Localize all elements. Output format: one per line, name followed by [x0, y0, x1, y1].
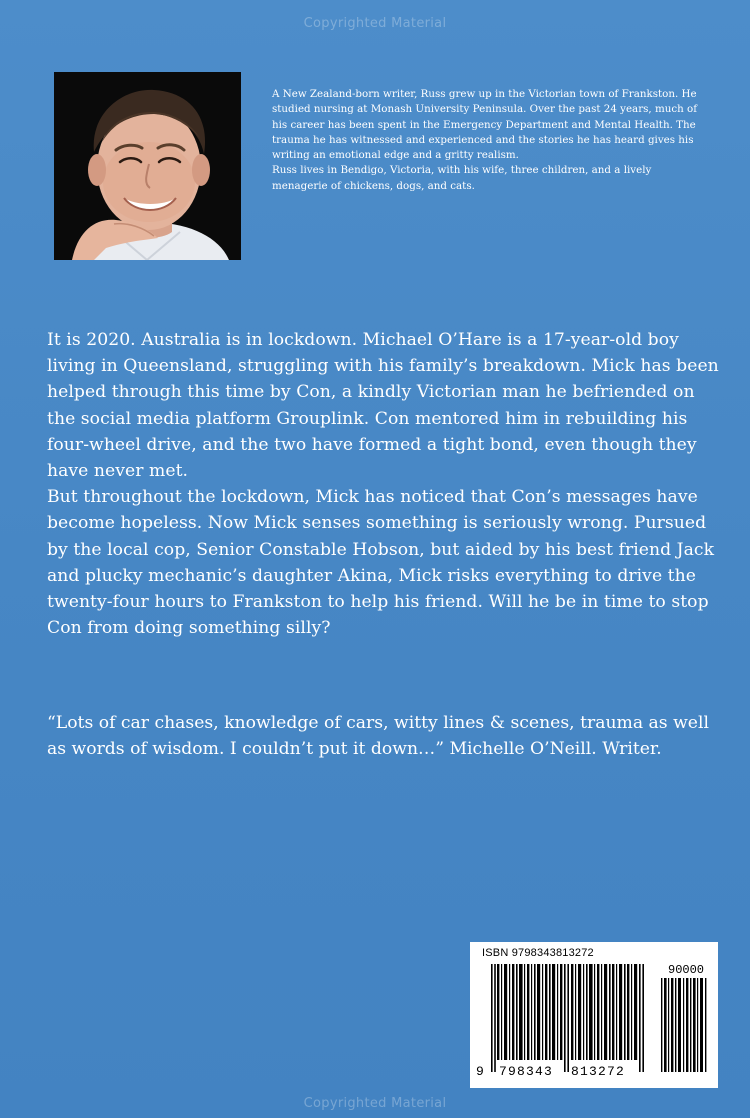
blurb-paragraph: It is 2020. Australia is in lockdown. Michael O’Hare is a 17-year-old boy living in Queensland, struggling with his family’s breakdown. Mick has been helped through this time by Con, a kindly Victorian man he befriended on the social media platform Grouplink. Con mentored him in rebuilding his four-wheel drive, and the two have formed a tight bond, even though they have never met.	[47, 330, 719, 482]
author-bio-paragraph: A New Zealand-born writer, Russ grew up in the Victorian town of Frankston. He studied nursing at Monash University Peninsula. Over the past 24 years, much of his career has been spent in the Emergency Department and Mental Health. The trauma he has witnessed and experienced and the stories he has heard gives his writing an emotional edge and a gritty realism.	[272, 88, 698, 162]
addon-barcode-icon	[660, 978, 710, 1072]
isbn-digits-left: 798343	[499, 1064, 554, 1079]
blurb-paragraph: But throughout the lockdown, Mick has noticed that Con’s messages have become hopeless. Now Mick senses something is seriously wrong. Pursued by the local cop, Senior Constable Hobson, but aided by his best friend Jack and plucky mechanic’s daughter Akina, Mick risks everything to drive the twenty-four hours to Frankston to help his friend. Will he be in time to stop Con from doing something silly?	[47, 487, 715, 639]
author-bio-paragraph: Russ lives in Bendigo, Victoria, with his wife, three children, and a lively menagerie of chickens, dogs, and cats.	[272, 164, 652, 192]
barcode-bars-icon	[489, 964, 649, 1072]
watermark-bottom: Copyrighted Material	[303, 1096, 447, 1111]
price-code: 90000	[668, 963, 705, 977]
watermark-top: Copyrighted Material	[303, 16, 447, 31]
isbn-digits-right: 813272	[571, 1064, 626, 1079]
book-blurb	[47, 327, 727, 641]
isbn-barcode	[470, 942, 718, 1088]
author-bio	[272, 87, 710, 194]
author-portrait	[54, 72, 241, 260]
isbn-digit-first: 9	[476, 1064, 484, 1079]
isbn-label: ISBN 9798343813272	[482, 947, 594, 959]
author-photo	[54, 72, 241, 260]
review-quote: “Lots of car chases, knowledge of cars, witty lines & scenes, trauma as well as words of wisdom. I couldn’t put it down…” Michelle O’Neill. Writer.	[47, 713, 709, 760]
